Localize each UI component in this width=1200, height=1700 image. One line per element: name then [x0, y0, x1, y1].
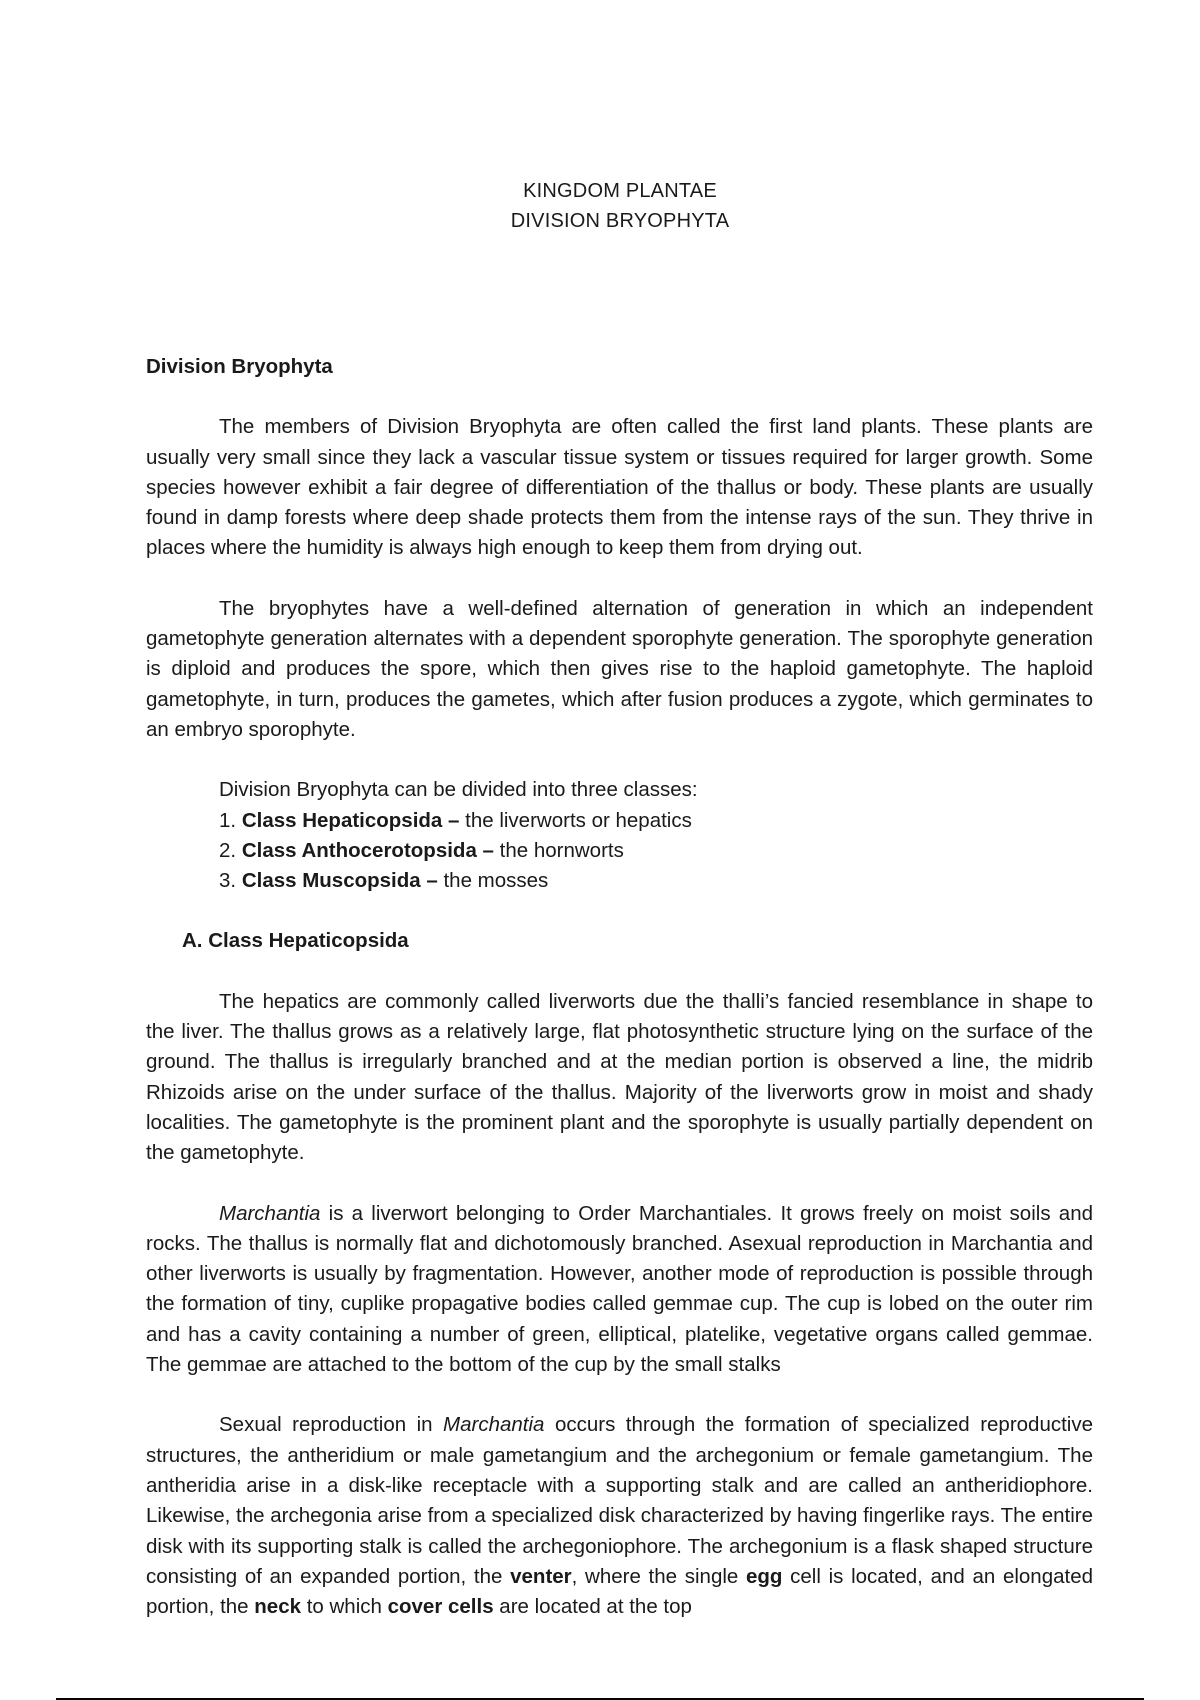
paragraph-alternation: The bryophytes have a well-defined alternation of generation in which an independent gametophyte generation alternates with a dependent sporophyte generation. The sporophyte generation is diploid and produces the spore, which then gives rise to the haploid gametophyte. The haploid gametophyte, in turn, produces the gametes, which after fusion produces a zygote, which germinates to an embryo sporophyte. [146, 596, 1093, 741]
list-number: 2. [219, 838, 237, 862]
class-name: Class Hepaticopsida – [241, 808, 460, 832]
class-description: the liverworts or hepatics [459, 808, 692, 832]
title-line-division: DIVISION BRYOPHYTA [510, 210, 730, 232]
paragraph-text: cell is located, and an elongated portion, the [146, 1564, 1094, 1619]
bold-term: neck [254, 1595, 301, 1619]
document-body [146, 352, 1093, 1622]
italic-term: Marchantia [443, 1413, 545, 1437]
bold-term: venter [510, 1564, 572, 1588]
classes-list [219, 806, 1093, 897]
classes-intro: Division Bryophyta can be divided into three classes: [219, 778, 698, 802]
class-description: the mosses [437, 869, 549, 893]
italic-term: Marchantia [219, 1201, 321, 1225]
paragraph-text: are located at the top [493, 1595, 692, 1619]
bold-term: cover cells [387, 1595, 494, 1619]
list-number: 3. [219, 869, 237, 893]
paragraph-marchantia [146, 1199, 1093, 1381]
list-item [219, 836, 1093, 866]
class-description: the hornworts [493, 838, 624, 862]
list-item [219, 806, 1093, 836]
paragraph-text: occurs through the formation of specialized reproductive structures, the antheridium or male gametangium and the archegonium or female gametangium. The antheridia arise in a disk-like receptacle with a supporting stalk and are called an antheridiophore. Likewise, the archegonia arise from a specialized disk characterized by having fingerlike rays. The entire disk with its supporting stalk is called the archegoniophore. The archegonium is a flask shaped structure consisting of an expanded portion, the [146, 1413, 1094, 1588]
class-name: Class Muscopsida – [241, 869, 438, 893]
list-item [219, 866, 1093, 896]
paragraph-text: , where the single [571, 1564, 746, 1588]
paragraph-intro: The members of Division Bryophyta are often called the first land plants. These plants are usually very small since they lack a vascular tissue system or tissues required for larger growth. Some species however exhibit a fair degree of differentiation of the thallus or body. These plants are usually found in damp forests where deep shade protects them from the intense rays of the sun. They thrive in places where the humidity is always high enough to keep them from drying out. [146, 415, 1093, 560]
section-heading: Division Bryophyta [146, 355, 333, 378]
document-title [0, 176, 1200, 236]
bold-term: egg [746, 1564, 783, 1588]
paragraph-hepatics: The hepatics are commonly called liverworts due the thalli’s fancied resemblance in shape to the liver. The thallus grows as a relatively large, flat photosynthetic structure lying on the surface of the ground. The thallus is irregularly branched and at the median portion is observed a line, the midrib Rhizoids arise on the under surface of the thallus. Majority of the liverworts grow in moist and shady localities. The gametophyte is the prominent plant and the sporophyte is usually partially dependent on the gametophyte. [146, 989, 1093, 1165]
paragraph-sexual-reproduction [146, 1410, 1093, 1622]
paragraph-text: to which [301, 1595, 388, 1619]
title-line-kingdom: KINGDOM PLANTAE [523, 180, 717, 202]
list-number: 1. [219, 808, 237, 832]
subsection-heading: A. Class Hepaticopsida [182, 929, 409, 953]
class-name: Class Anthocerotopsida – [241, 838, 494, 862]
paragraph-text: Sexual reproduction in [219, 1413, 444, 1437]
paragraph-text: is a liverwort belonging to Order Marchantiales. It grows freely on moist soils and rocks. The thallus is normally flat and dichotomously branched. Asexual reproduction in Marchantia and other liverworts is usually by fragmentation. However, another mode of reproduction is possible through the formation of tiny, cuplike propagative bodies called gemmae cup. The cup is lobed on the outer rim and has a cavity containing a number of green, elliptical, platelike, vegetative organs called gemmae. The gemmae are attached to the bottom of the cup by the small stalks [146, 1201, 1093, 1377]
